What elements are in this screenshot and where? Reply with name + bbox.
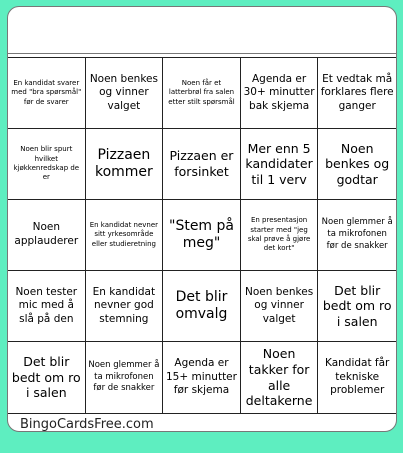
bingo-cell[interactable]: Mer enn 5 kandidater til 1 verv [241, 129, 319, 200]
bingo-cell[interactable]: Noen benkes og godtar [318, 129, 396, 200]
bingo-cell[interactable]: "Stem på meg" [163, 200, 241, 271]
bingo-cell[interactable]: En kandidat svarer med "bra spørsmål" før de svarer [8, 58, 86, 129]
bingo-cell[interactable]: Det blir omvalg [163, 271, 241, 342]
bingo-card [7, 6, 397, 432]
bingo-cell[interactable]: Noen takker for alle deltakerne [241, 342, 319, 413]
bingo-cell[interactable]: Noen glemmer å ta mikrofonen før de snakker [318, 200, 396, 271]
bingo-cell[interactable]: En presentasjon starter med "jeg skal prøve å gjøre det kort" [241, 200, 319, 271]
bingo-cell[interactable]: Agenda er 15+ minutter før skjema [163, 342, 241, 413]
bingo-cell[interactable]: Det blir bedt om ro i salen [318, 271, 396, 342]
title-bar [8, 7, 396, 54]
bingo-cell[interactable]: Noen glemmer å ta mikrofonen før de snakker [86, 342, 164, 413]
bingo-cell[interactable]: Et vedtak må forklares flere ganger [318, 58, 396, 129]
bingo-cell[interactable]: Pizzaen er forsinket [163, 129, 241, 200]
bingo-cell[interactable]: Agenda er 30+ minutter bak skjema [241, 58, 319, 129]
bingo-cell[interactable]: Kandidat får tekniske problemer [325, 357, 390, 397]
bingo-grid [8, 57, 396, 414]
bingo-cell[interactable]: En kandidat nevner god stemning [86, 271, 164, 342]
bingo-cell[interactable]: Pizzaen kommer [86, 129, 164, 200]
bingo-cell[interactable]: Noen tester mic med å slå på den [8, 271, 86, 342]
bingo-cell[interactable]: En kandidat nevner sitt yrkesområde eller studieretning [86, 200, 164, 271]
bingo-cell[interactable]: Det blir bedt om ro i salen [8, 342, 86, 413]
bingo-cell[interactable]: Noen benkes og vinner valget [241, 271, 319, 342]
bingo-cell[interactable]: Noen får et latterbrøl fra salen etter stilt spørsmål [163, 58, 241, 129]
bingo-cell[interactable]: Noen applauderer [8, 200, 86, 271]
bingo-cell[interactable]: Noen blir spurt hvilket kjøkkenredskap de er [8, 129, 86, 200]
footer-brand: BingoCardsFree.com [20, 417, 154, 432]
bingo-cell[interactable]: Noen benkes og vinner valget [86, 58, 164, 129]
